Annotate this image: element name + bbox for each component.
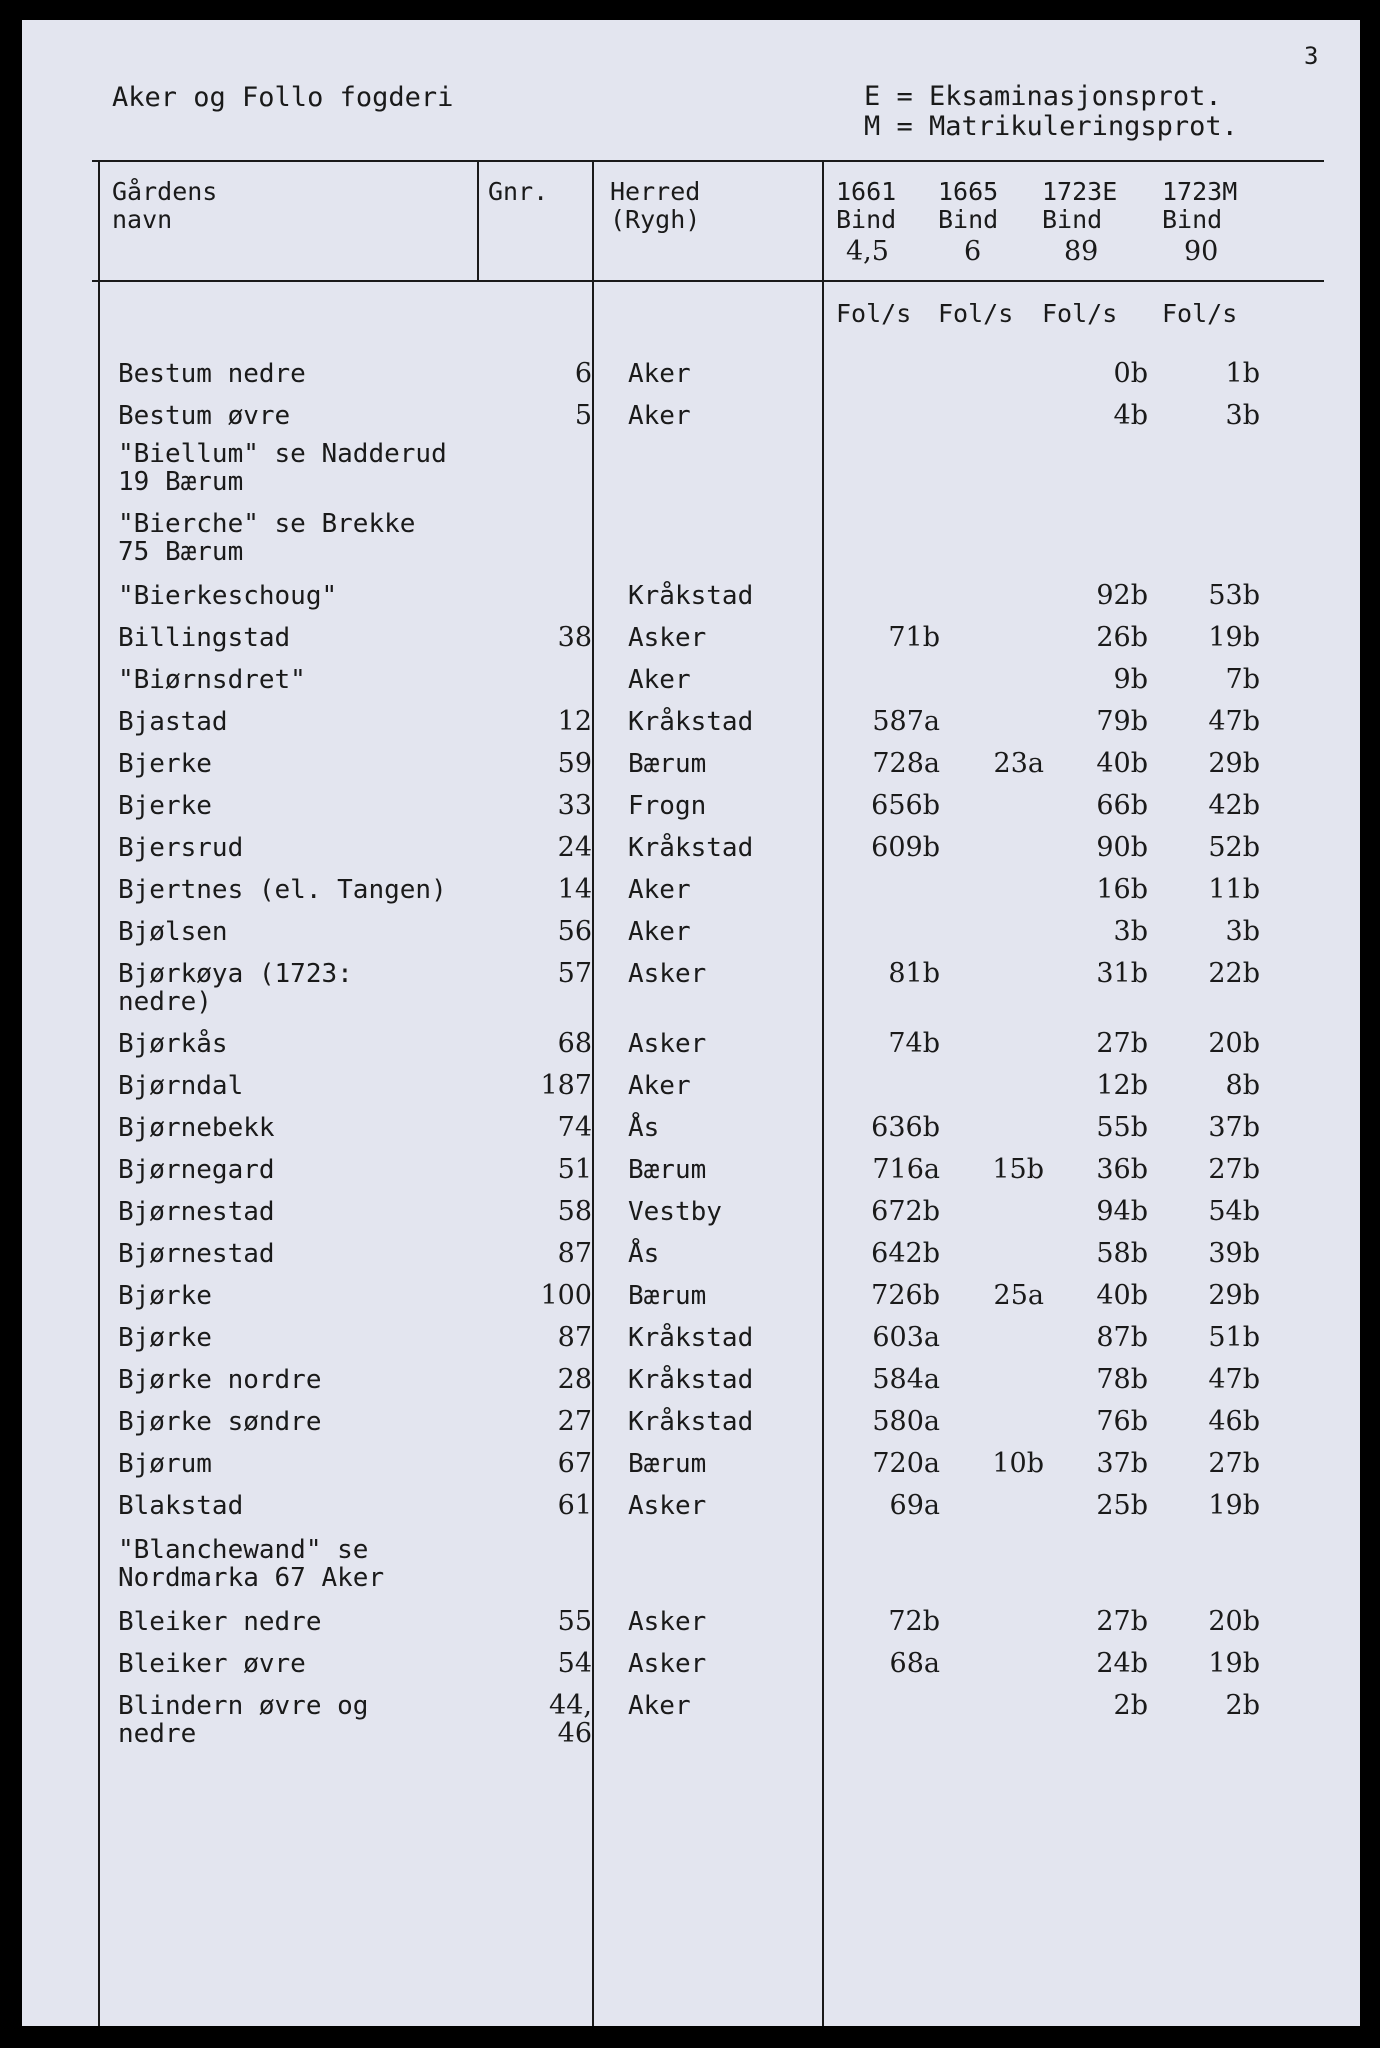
folio-1723m: 51b: [1208, 1322, 1260, 1353]
folio-1661: 69a: [889, 1490, 940, 1521]
farm-name: Bjørke nordre: [118, 1365, 322, 1395]
folio-1723m: 19b: [1208, 622, 1260, 653]
gnr-value: 27: [557, 1406, 592, 1437]
gnr-value: 5: [574, 400, 592, 431]
col-header-herred: Herred (Rygh): [610, 177, 701, 234]
herred-value: Asker: [628, 1491, 707, 1521]
folio-1661: 587a: [872, 706, 940, 737]
folio-1723e: 78b: [1096, 1364, 1148, 1395]
herred-value: Bærum: [628, 1155, 707, 1185]
folio-1723e: 0b: [1113, 358, 1148, 389]
folio-1661: 672b: [871, 1196, 940, 1227]
gnr-value: 28: [557, 1364, 592, 1395]
farm-name: Bleiker nedre: [118, 1607, 322, 1637]
table-row: [22, 918, 1360, 948]
table-row: [22, 1492, 1360, 1522]
folio-1723e: 37b: [1096, 1448, 1148, 1479]
table-row: [22, 834, 1360, 864]
folio-1723e: 92b: [1096, 580, 1148, 611]
fol-header-1723e: Fol/s: [1042, 299, 1118, 328]
folio-1723m: 27b: [1208, 1448, 1260, 1479]
gnr-value: 44, 46: [549, 1690, 592, 1749]
farm-name: Bestum øvre: [118, 401, 291, 431]
folio-1723m: 29b: [1208, 748, 1260, 779]
farm-name: Bjørnegard: [118, 1155, 275, 1185]
table-row: [22, 1030, 1360, 1060]
legend: [864, 82, 1238, 142]
gnr-value: 74: [557, 1112, 592, 1143]
folio-1665: 23a: [993, 748, 1044, 779]
folio-1723m: 20b: [1208, 1606, 1260, 1637]
table-row: [22, 624, 1360, 654]
table-row: [22, 439, 1360, 497]
folio-1661: 72b: [888, 1606, 940, 1637]
herred-value: Vestby: [628, 1197, 722, 1227]
herred-value: Aker: [628, 359, 691, 389]
herred-value: Aker: [628, 401, 691, 431]
folio-1723m: 29b: [1208, 1280, 1260, 1311]
table-row: [22, 750, 1360, 780]
gnr-value: 24: [557, 832, 592, 863]
col-header-1723e: 1723E Bind 89: [1042, 177, 1118, 267]
folio-1723e: 87b: [1096, 1322, 1148, 1353]
farm-name: Bjørnestad: [118, 1239, 275, 1269]
farm-name: Bjørnebekk: [118, 1113, 275, 1143]
fol-header-1661: Fol/s: [836, 299, 912, 328]
farm-name: Bjørkøya (1723: nedre): [118, 959, 353, 1017]
table-row: [22, 1366, 1360, 1396]
table-top-rule: [92, 160, 1324, 162]
table-row: [22, 1324, 1360, 1354]
folio-1661: 728a: [872, 748, 940, 779]
folio-1723m: 8b: [1225, 1070, 1260, 1101]
herred-value: Bærum: [628, 1449, 707, 1479]
herred-value: Ås: [628, 1113, 660, 1143]
fol-header-1723m: Fol/s: [1162, 299, 1238, 328]
folio-1661: 580a: [872, 1406, 940, 1437]
folio-1723e: 9b: [1113, 664, 1148, 695]
farm-name: Bjastad: [118, 707, 228, 737]
folio-1661: 636b: [871, 1112, 940, 1143]
table-row: [22, 1282, 1360, 1312]
header-bottom-rule: [92, 280, 1324, 282]
folio-1723m: 47b: [1208, 1364, 1260, 1395]
table-row: [22, 666, 1360, 696]
legend-line-m: M = Matrikuleringsprot.: [864, 111, 1238, 142]
farm-name: Billingstad: [118, 623, 291, 653]
folio-1723m: 53b: [1208, 580, 1260, 611]
farm-name: Bleiker øvre: [118, 1649, 306, 1679]
folio-1723m: 3b: [1225, 916, 1260, 947]
folio-1723m: 19b: [1208, 1490, 1260, 1521]
table-row: [22, 1114, 1360, 1144]
farm-name: Blindern øvre og nedre: [118, 1691, 369, 1749]
farm-name: "Biellum" se Nadderud 19 Bærum: [118, 439, 447, 497]
table-row: [22, 1650, 1360, 1680]
farm-name: Bjersrud: [118, 833, 244, 863]
table-row: [22, 1072, 1360, 1102]
folio-1661: 71b: [888, 622, 940, 653]
gnr-value: 6: [574, 358, 592, 389]
folio-1723e: 12b: [1096, 1070, 1148, 1101]
folio-1661: 656b: [871, 790, 940, 821]
folio-1661: 68a: [889, 1648, 940, 1679]
folio-1723e: 27b: [1096, 1028, 1148, 1059]
folio-1723m: 52b: [1208, 832, 1260, 863]
gnr-value: 59: [557, 748, 592, 779]
folio-1723e: 94b: [1096, 1196, 1148, 1227]
gnr-value: 55: [557, 1606, 592, 1637]
folio-1665: 15b: [992, 1154, 1044, 1185]
herred-value: Asker: [628, 1649, 707, 1679]
table-row: [22, 360, 1360, 390]
farm-name: Bjerke: [118, 791, 212, 821]
herred-value: Asker: [628, 959, 707, 989]
farm-name: "Biørnsdret": [118, 665, 306, 695]
folio-1723e: 40b: [1096, 1280, 1148, 1311]
gnr-value: 54: [557, 1648, 592, 1679]
folio-1723m: 47b: [1208, 706, 1260, 737]
table-row: [22, 1535, 1360, 1593]
folio-1723e: 27b: [1096, 1606, 1148, 1637]
folio-1723m: 3b: [1225, 400, 1260, 431]
farm-name: Bjølsen: [118, 917, 228, 947]
gnr-value: 87: [557, 1322, 592, 1353]
folio-1661: 716a: [872, 1154, 940, 1185]
herred-value: Kråkstad: [628, 581, 754, 611]
herred-value: Aker: [628, 875, 691, 905]
gnr-value: 33: [557, 790, 592, 821]
folio-1723m: 42b: [1208, 790, 1260, 821]
folio-1661: 642b: [871, 1238, 940, 1269]
farm-name: Bjørke: [118, 1323, 212, 1353]
herred-value: Kråkstad: [628, 707, 754, 737]
farm-name: Bjertnes (el. Tangen): [118, 875, 447, 905]
folio-1723m: 1b: [1225, 358, 1260, 389]
folio-1723e: 58b: [1096, 1238, 1148, 1269]
farm-name: Bestum nedre: [118, 359, 306, 389]
folio-1723m: 39b: [1208, 1238, 1260, 1269]
folio-1661: 74b: [888, 1028, 940, 1059]
fol-header-1665: Fol/s: [938, 299, 1014, 328]
folio-1661: 584a: [872, 1364, 940, 1395]
gnr-value: 87: [557, 1238, 592, 1269]
table-row: [22, 402, 1360, 432]
col-header-gnr: Gnr.: [488, 177, 549, 206]
herred-value: Kråkstad: [628, 1407, 754, 1437]
col-header-name: Gårdens navn: [112, 177, 218, 234]
document-page: [22, 20, 1360, 2026]
farm-name: Bjørndal: [118, 1071, 244, 1101]
table-row: [22, 1608, 1360, 1638]
folio-1723m: 2b: [1225, 1690, 1260, 1721]
folio-1723e: 2b: [1113, 1690, 1148, 1721]
table-row: [22, 792, 1360, 822]
herred-value: Aker: [628, 917, 691, 947]
folio-1723m: 22b: [1208, 958, 1260, 989]
folio-1723m: 27b: [1208, 1154, 1260, 1185]
farm-name: Bjørum: [118, 1449, 212, 1479]
folio-1723e: 16b: [1096, 874, 1148, 905]
herred-value: Kråkstad: [628, 1365, 754, 1395]
gnr-value: 68: [557, 1028, 592, 1059]
farm-name: Bjerke: [118, 749, 212, 779]
folio-1723e: 3b: [1113, 916, 1148, 947]
herred-value: Bærum: [628, 749, 707, 779]
herred-value: Asker: [628, 1607, 707, 1637]
table-row: [22, 1240, 1360, 1270]
herred-value: Asker: [628, 1029, 707, 1059]
folio-1723m: 11b: [1208, 874, 1260, 905]
folio-1723e: 66b: [1096, 790, 1148, 821]
table-row: [22, 1198, 1360, 1228]
farm-name: Blakstad: [118, 1491, 244, 1521]
folio-1665: 25a: [993, 1280, 1044, 1311]
folio-1661: 609b: [871, 832, 940, 863]
table-row: [22, 509, 1360, 567]
folio-1723e: 55b: [1096, 1112, 1148, 1143]
table-row: [22, 958, 1360, 1017]
farm-name: "Bierche" se Brekke 75 Bærum: [118, 509, 416, 567]
folio-1723m: 19b: [1208, 1648, 1260, 1679]
col-header-1665: 1665 Bind 6: [938, 177, 999, 267]
herred-value: Kråkstad: [628, 833, 754, 863]
farm-name: Bjørkås: [118, 1029, 228, 1059]
folio-1723m: 46b: [1208, 1406, 1260, 1437]
table-row: [22, 876, 1360, 906]
herred-value: Ås: [628, 1239, 660, 1269]
folio-1723e: 26b: [1096, 622, 1148, 653]
gnr-value: 100: [540, 1280, 592, 1311]
farm-name: "Blanchewand" se Nordmarka 67 Aker: [118, 1535, 385, 1593]
folio-1723e: 24b: [1096, 1648, 1148, 1679]
herred-value: Kråkstad: [628, 1323, 754, 1353]
table-row: [22, 1690, 1360, 1749]
gnr-value: 14: [557, 874, 592, 905]
farm-name: Bjørke søndre: [118, 1407, 322, 1437]
col-header-1661: 1661 Bind 4,5: [836, 177, 897, 267]
name-gnr-divider: [477, 162, 479, 280]
folio-1723e: 36b: [1096, 1154, 1148, 1185]
herred-value: Asker: [628, 623, 707, 653]
herred-value: Aker: [628, 1071, 691, 1101]
farm-name: Bjørke: [118, 1281, 212, 1311]
page-title: Aker og Follo fogderi: [112, 82, 454, 113]
folio-1661: 726b: [871, 1280, 940, 1311]
gnr-value: 51: [557, 1154, 592, 1185]
herred-value: Frogn: [628, 791, 707, 821]
folio-1723e: 31b: [1096, 958, 1148, 989]
farm-name: Bjørnestad: [118, 1197, 275, 1227]
folio-1723m: 54b: [1208, 1196, 1260, 1227]
page-number: 3: [1304, 42, 1319, 70]
folio-1723e: 40b: [1096, 748, 1148, 779]
folio-1723m: 37b: [1208, 1112, 1260, 1143]
gnr-value: 38: [557, 622, 592, 653]
folio-1661: 720a: [872, 1448, 940, 1479]
col-header-1723m: 1723M Bind 90: [1162, 177, 1238, 267]
folio-1723m: 7b: [1225, 664, 1260, 695]
table-row: [22, 708, 1360, 738]
farm-name: "Bierkeschoug": [118, 581, 338, 611]
gnr-value: 187: [540, 1070, 592, 1101]
folio-1723e: 25b: [1096, 1490, 1148, 1521]
folio-1723e: 90b: [1096, 832, 1148, 863]
gnr-value: 12: [557, 706, 592, 737]
folio-1665: 10b: [992, 1448, 1044, 1479]
herred-value: Bærum: [628, 1281, 707, 1311]
legend-line-e: E = Eksaminasjonsprot.: [864, 81, 1222, 112]
herred-value: Aker: [628, 1691, 691, 1721]
folio-1661: 81b: [888, 958, 940, 989]
gnr-value: 58: [557, 1196, 592, 1227]
table-row: [22, 1408, 1360, 1438]
folio-1723m: 20b: [1208, 1028, 1260, 1059]
table-row: [22, 582, 1360, 612]
herred-value: Aker: [628, 665, 691, 695]
folio-1723e: 4b: [1113, 400, 1148, 431]
gnr-value: 67: [557, 1448, 592, 1479]
table-row: [22, 1156, 1360, 1186]
folio-1723e: 76b: [1096, 1406, 1148, 1437]
gnr-value: 57: [557, 958, 592, 989]
table-row: [22, 1450, 1360, 1480]
gnr-value: 61: [557, 1490, 592, 1521]
folio-1723e: 79b: [1096, 706, 1148, 737]
gnr-value: 56: [557, 916, 592, 947]
folio-1661: 603a: [872, 1322, 940, 1353]
